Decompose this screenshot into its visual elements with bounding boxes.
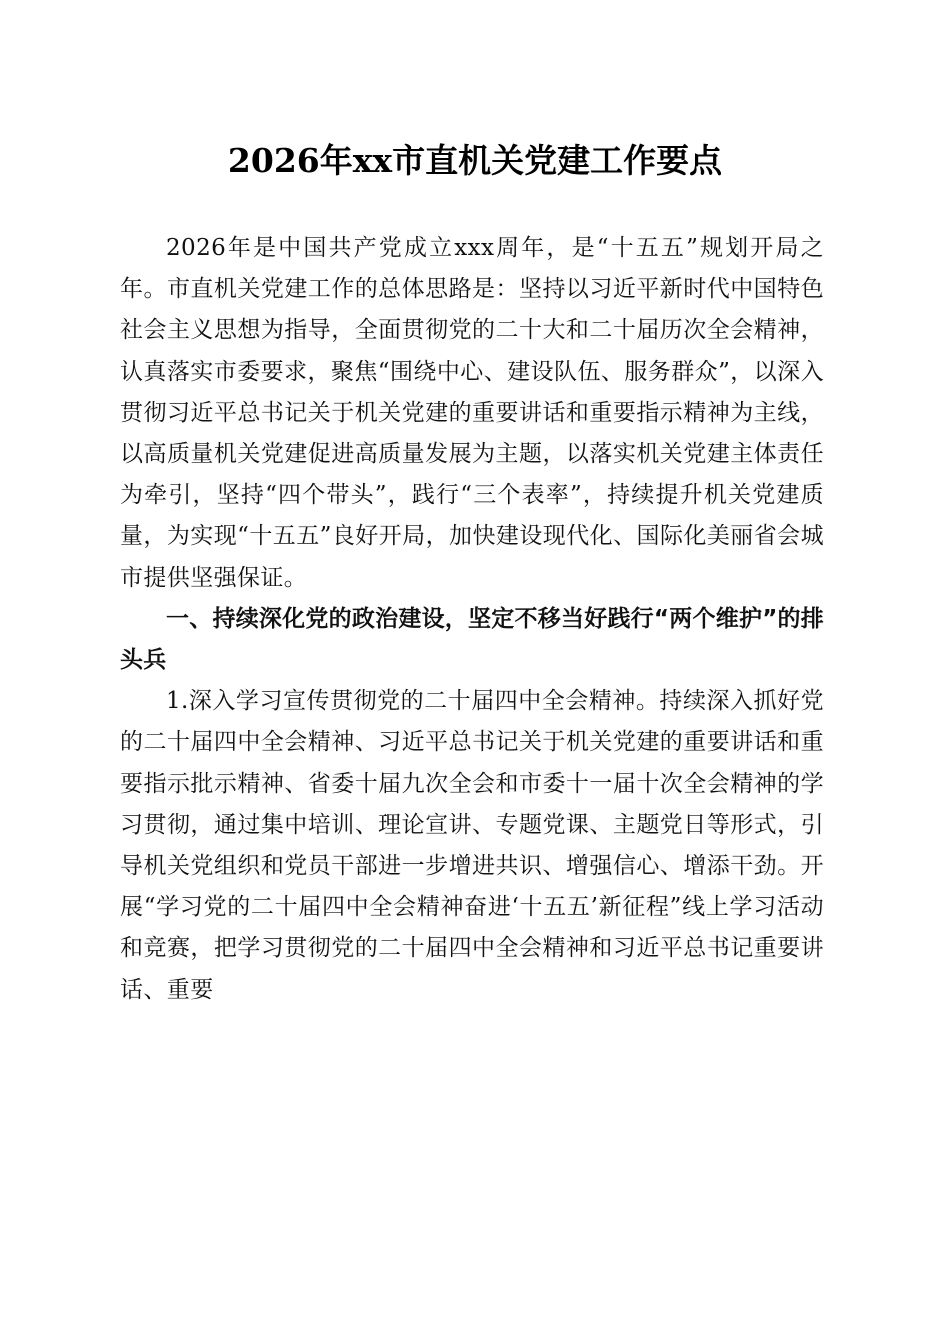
document-title: 2026年xx市直机关党建工作要点: [227, 141, 723, 180]
document-body: [120, 228, 824, 1011]
intro-paragraph: 2026年是中国共产党成立xxx周年，是“十五五”规划开局之年。市直机关党建工作的总体思路是：坚持以习近平新时代中国特色社会主义思想为指导，全面贯彻党的二十大和二十届历次全会精神，认真落实市委要求，聚焦“围绕中心、建设队伍、服务群众”，以深入贯彻习近平总书记关于机关党建的重要讲话和重要指示精神为主线，以高质量机关党建促进高质量发展为主题，以落实机关党建主体责任为牵引，坚持“四个带头”，践行“三个表率”，持续提升机关党建质量，为实现“十五五”良好开局，加快建设现代化、国际化美丽省会城市提供坚强保证。: [120, 235, 824, 591]
section-heading-1: 一、持续深化党的政治建设，坚定不移当好践行“两个维护”的排头兵: [120, 605, 824, 674]
item-paragraph-1: 1.深入学习宣传贯彻党的二十届四中全会精神。持续深入抓好党的二十届四中全会精神、习近平总书记关于机关党建的重要讲话和重要指示批示精神、省委十届九次全会和市委十一届十次全会精神的学习贯彻，通过集中培训、理论宣讲、专题党课、主题党日等形式，引导机关党组织和党员干部进一步增进共识、增强信心、增添干劲。开展“学习党的二十届四中全会精神奋进‘十五五’新征程”线上学习活动和竞赛，把学习贯彻党的二十届四中全会精神和习近平总书记重要讲话、重要: [120, 688, 824, 1003]
